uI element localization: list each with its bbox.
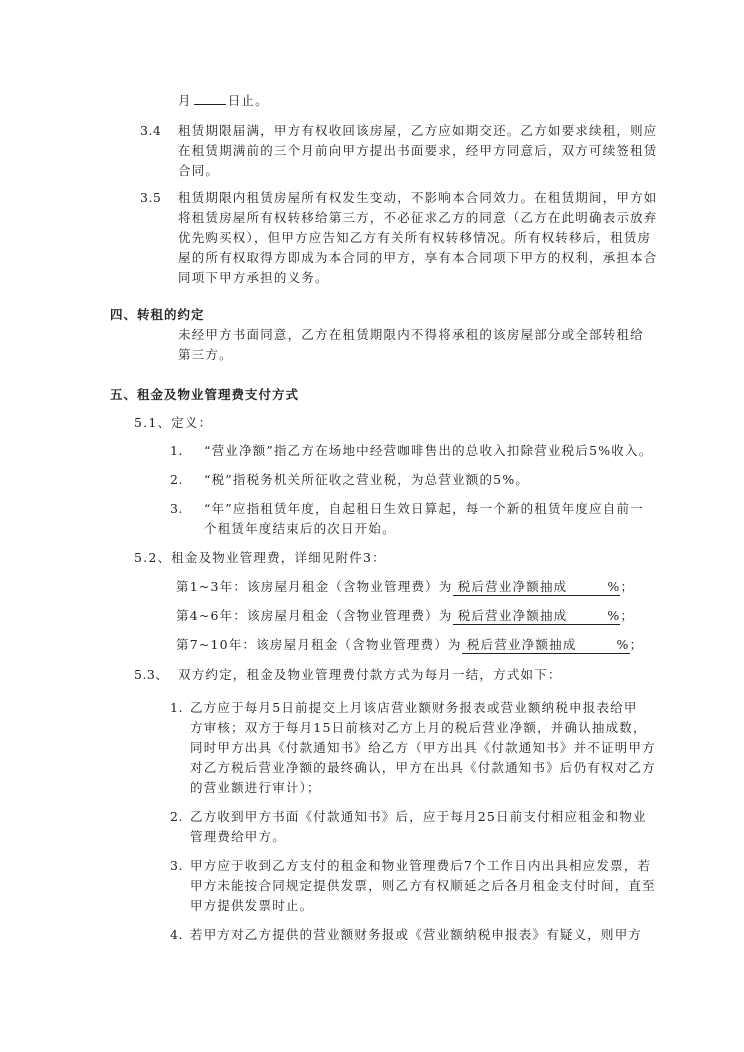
item-line: 方审核；双方于每月15日前核对乙方上月的税后营业净额，并确认抽成数， xyxy=(190,720,647,735)
item-number: 2. xyxy=(170,809,183,824)
item-line: 甲方未能按合同规定提供发票，则乙方有权顺延之后各月租金支付时间，直至 xyxy=(190,878,656,893)
rent-row-unit: % xyxy=(607,579,621,594)
clause-line: 同项下甲方承担的义务。 xyxy=(178,270,329,285)
item-line: 若甲方对乙方提供的营业额财务报或《营业额纳税申报表》有疑义，则甲方 xyxy=(190,927,643,942)
clause-label: 双方约定，租金及物业管理费付款方式为每月一结，方式如下： xyxy=(178,667,562,682)
rent-row xyxy=(176,579,634,595)
item-line: 乙方收到甲方书面《付款通知书》后，应于每月25日前支付相应租金和物业 xyxy=(190,809,647,824)
item-number: 2. xyxy=(170,472,183,487)
clause-number: 3.5 xyxy=(140,190,162,205)
item-line: 对乙方税后营业净额的最终确认，甲方在出具《付款通知书》后仍有权对乙方 xyxy=(190,760,656,775)
item-line: 个租赁年度结束后的次日开始。 xyxy=(204,521,396,536)
fragment-after: 日止。 xyxy=(227,93,269,108)
rent-row-unit: % xyxy=(607,608,621,623)
item-number: 1. xyxy=(170,700,183,715)
rent-row-prefix: 第4~6年：该房屋月租金（含物业管理费）为 xyxy=(176,608,453,623)
rent-row xyxy=(176,608,634,624)
item-line: “税”指税务机关所征收之营业税，为总营业额的5%。 xyxy=(204,472,530,487)
item-line: 乙方应于每月5日前提交上月该店营业额财务报表或营业额纳税申报表给甲 xyxy=(190,700,638,715)
clause-number: 3.4 xyxy=(140,123,162,138)
clause-label: 5.1、定义： xyxy=(134,415,213,430)
item-number: 3. xyxy=(170,501,183,516)
clause-line: 屋的所有权取得方即成为本合同的甲方，享有本合同项下甲方的权利，承担本合 xyxy=(178,250,658,265)
item-line: 管理费给甲方。 xyxy=(190,829,286,844)
item-number: 4. xyxy=(170,927,183,942)
blank-field xyxy=(194,92,226,105)
top-fragment xyxy=(178,92,269,109)
item-line: 甲方提供发票时止。 xyxy=(190,898,314,913)
rent-row-prefix: 第7~10年：该房屋月租金（含物业管理费）为 xyxy=(176,637,462,652)
rent-row-suffix: ； xyxy=(629,637,644,652)
clause-line: 合同。 xyxy=(178,163,220,178)
item-line: 同时甲方出具《付款通知书》给乙方（甲方出具《付款通知书》并不证明甲方 xyxy=(190,740,656,755)
rent-row-rate-label: 税后营业净额抽成 xyxy=(457,579,568,594)
rent-row-suffix: ； xyxy=(620,579,635,594)
rent-row-underlined xyxy=(453,608,621,625)
item-line: “年”应指租赁年度，自起租日生效日算起，每一个新的租赁年度应自前一 xyxy=(204,501,644,516)
item-number: 3. xyxy=(170,858,183,873)
clause-line: 优先购买权），但甲方应告知乙方有关所有权转移情况。所有权转移后，租赁房 xyxy=(178,230,652,245)
rent-row-prefix: 第1~3年：该房屋月租金（含物业管理费）为 xyxy=(176,579,453,594)
clause-line: 将租赁房屋所有权转移给第三方，不必征求乙方的同意（乙方在此明确表示放弃 xyxy=(178,210,658,225)
clause-label: 5.2、租金及物业管理费，详细见附件3： xyxy=(134,550,386,565)
rent-row-rate-label: 税后营业净额抽成 xyxy=(457,608,568,623)
item-line: 甲方应于收到乙方支付的租金和物业管理费后7个工作日内出具相应发票，若 xyxy=(190,858,652,873)
rent-row-underlined xyxy=(453,579,621,596)
item-number: 1. xyxy=(170,443,183,458)
rent-row-rate-label: 税后营业净额抽成 xyxy=(466,637,577,652)
clause-line: 在租赁期满前的三个月前向甲方提出书面要求，经甲方同意后，双方可续签租赁 xyxy=(178,143,658,158)
clause-line: 租赁期限届满，甲方有权收回该房屋，乙方应如期交还。乙方如要求续租，则应 xyxy=(178,123,658,138)
section-heading: 五、租金及物业管理费支付方式 xyxy=(110,387,300,402)
clause-number: 5.3、 xyxy=(134,667,169,682)
fragment-before: 月 xyxy=(178,93,192,108)
rent-row-unit: % xyxy=(616,637,630,652)
rent-row-suffix: ； xyxy=(620,608,635,623)
rent-row-underlined xyxy=(462,637,630,654)
item-line: 的营业额进行审计）； xyxy=(190,780,321,795)
section-line: 第三方。 xyxy=(178,347,233,362)
item-line: “营业净额”指乙方在场地中经营咖啡售出的总收入扣除营业税后5%收入。 xyxy=(204,443,653,458)
clause-line: 租赁期限内租赁房屋所有权发生变动，不影响本合同效力。在租赁期间，甲方如 xyxy=(178,190,658,205)
section-heading: 四、转租的约定 xyxy=(110,307,205,322)
section-line: 未经甲方书面同意，乙方在租赁期限内不得将承租的该房屋部分或全部转租给 xyxy=(178,327,644,342)
rent-row xyxy=(176,637,643,653)
